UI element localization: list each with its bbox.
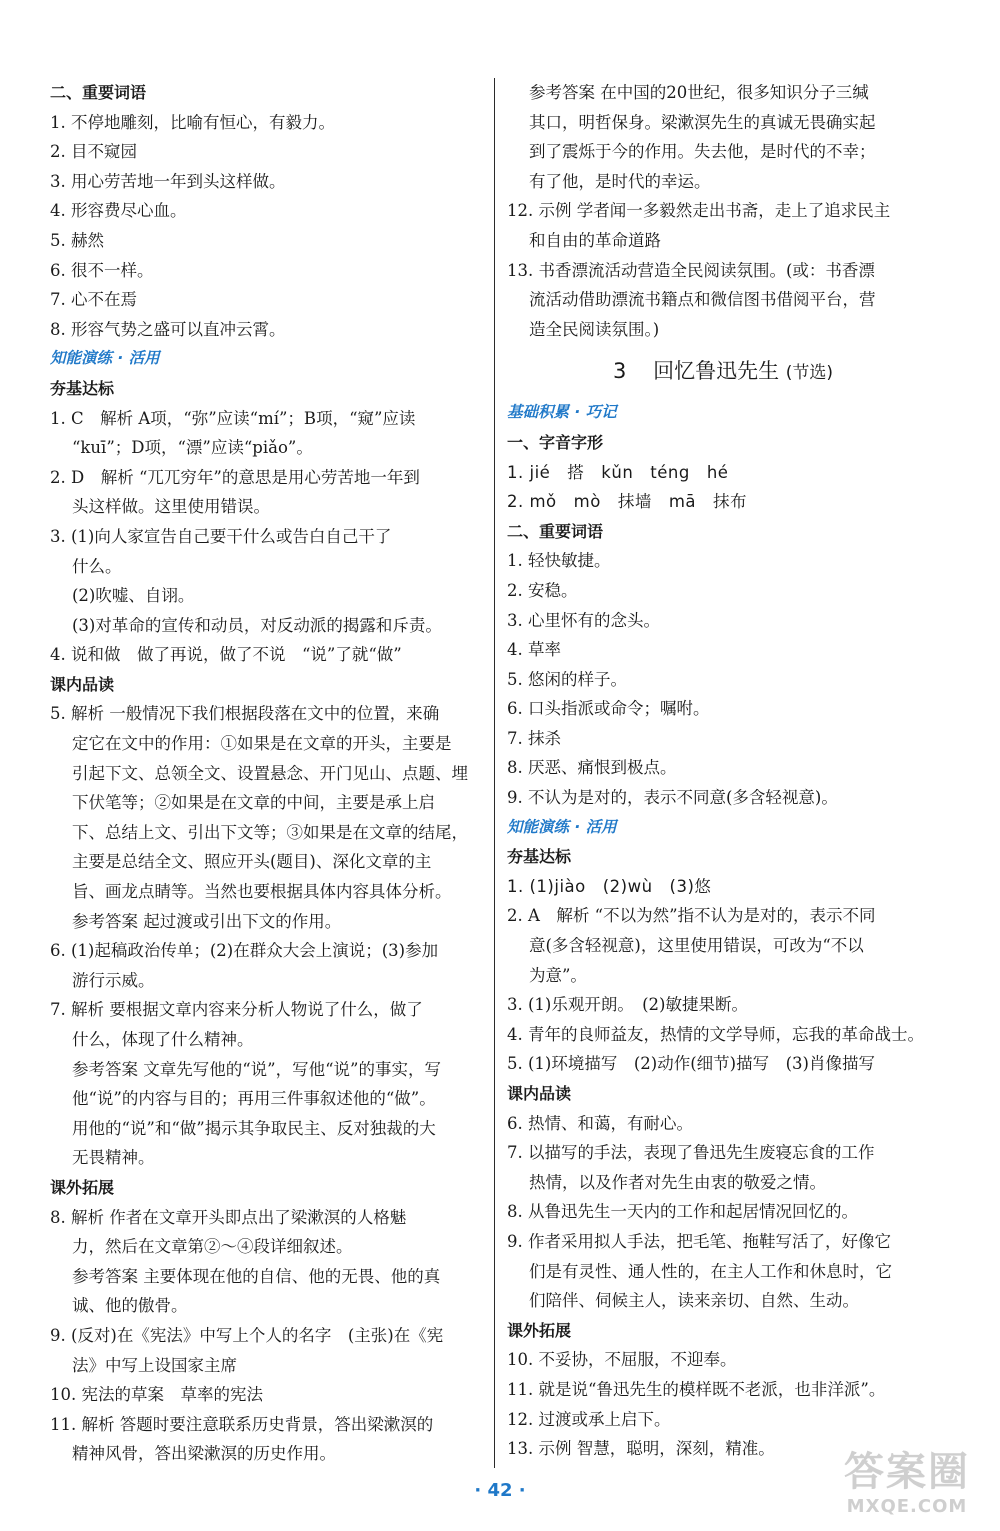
answer-line: 2. A 解析 “不以为然”指不认为是对的，表示不同 (507, 906, 876, 926)
lesson-title (507, 344, 939, 398)
subsection-heading: 课外拓展 (507, 1320, 572, 1340)
answer-line: 他“说”的内容与目的；再用三件事叙述他的“做”。 (72, 1089, 436, 1109)
lesson-title-main: 回忆鲁迅先生 (653, 359, 780, 384)
answer-line: 6. 热情、和蔼，有耐心。 (507, 1113, 693, 1133)
answer-line: 9. (反对)在《宪法》中写上个人的名字 (主张)在《宪 (50, 1325, 444, 1345)
answer-line: 2. 安稳。 (507, 580, 578, 600)
section-heading: 二、重要词语 (507, 521, 604, 541)
answer-line: 1. C 解析 A项，“弥”应读“mí”；B项，“窥”应读 (50, 408, 416, 428)
answer-line: 什么。 (72, 556, 122, 576)
answer-line: 5. (1)环境描写 (2)动作(细节)描写 (3)肖像描写 (507, 1054, 875, 1074)
lesson-title-sub: (节选) (785, 363, 834, 384)
answer-line: 12. 示例 学者闻一多毅然走出书斋，走上了追求民主 (507, 201, 891, 221)
answer-line: 意(多含轻视意)，这里使用错误，可改为“不以 (529, 936, 864, 956)
answer-line: 主要是总结全文、照应开头(题目)、深化文章的主 (72, 852, 432, 872)
answer-line: 13. 书香漂流活动营造全民阅读氛围。(或：书香漂 (507, 260, 875, 280)
answer-line: 5. 赫然 (50, 230, 104, 250)
answer-line: 1. 轻快敏捷。 (507, 551, 611, 571)
subsection-heading: 课内品读 (50, 674, 115, 694)
answer-line: 3. 用心劳苦地一年到头这样做。 (50, 171, 286, 191)
answer-line: 造全民阅读氛围。) (529, 319, 660, 339)
answer-line: 下、总结上文、引出下文等；③如果是在文章的结尾， (72, 822, 468, 842)
answer-line: 2. mǒ mò 抹墙 mā 抹布 (507, 492, 748, 512)
answer-line: 11. 就是说“鲁迅先生的模样既不老派，也非洋派”。 (507, 1379, 886, 1399)
answer-line: 2. D 解析 “兀兀穷年”的意思是用心劳苦地一年到 (50, 467, 420, 487)
answer-line: 热情，以及作者对先生由衷的敬爱之情。 (529, 1172, 826, 1192)
answer-line: 头这样做。这里使用错误。 (72, 497, 270, 517)
answer-line: 3. (1)乐观开朗。 (2)敏捷果断。 (507, 995, 748, 1015)
section-heading: 一、字音字形 (507, 432, 604, 452)
answer-line: 7. 以描写的手法，表现了鲁迅先生废寝忘食的工作 (507, 1143, 875, 1163)
section-banner: 基础积累 · 巧记 (507, 403, 617, 422)
answer-line: 参考答案 在中国的20世纪，很多知识分子三缄 (529, 83, 869, 102)
answer-line: 其口，明哲保身。梁漱溟先生的真诚无畏确实起 (529, 112, 876, 132)
answer-line: 7. 心不在焉 (50, 290, 137, 310)
section-heading: 二、重要词语 (50, 83, 147, 102)
answer-line: 10. 宪法的草案 草率的宪法 (50, 1385, 263, 1405)
subsection-heading: 课外拓展 (50, 1177, 115, 1197)
subsection-heading: 夯基达标 (50, 378, 115, 398)
answer-line: 力，然后在文章第②～④段详细叙述。 (72, 1237, 353, 1257)
answer-line: 和自由的革命道路 (529, 230, 661, 250)
answer-line: 6. (1)起稿政治传单；(2)在群众大会上演说；(3)参加 (50, 941, 439, 961)
answer-line: (2)吹嘘、自诩。 (72, 586, 195, 606)
watermark-text: 答案圈 (844, 1449, 970, 1495)
answer-line: 诚、他的傲骨。 (72, 1296, 188, 1316)
answer-line: 游行示威。 (72, 970, 155, 990)
answer-line: 9. 作者采用拟人手法，把毛笔、拖鞋写活了，好像它 (507, 1231, 891, 1251)
answer-line: 8. 形容气势之盛可以直冲云霄。 (50, 319, 286, 339)
answer-line: 无畏精神。 (72, 1148, 155, 1168)
answer-line: 8. 厌恶、痛恨到极点。 (507, 758, 677, 778)
answer-line: 11. 解析 答题时要注意联系历史背景，答出梁漱溟的 (50, 1414, 434, 1434)
answer-line: 6. 很不一样。 (50, 260, 154, 280)
answer-line: 引起下文、总领全文、设置悬念、开门见山、点题、埋 (72, 763, 468, 783)
answer-line: 为意”。 (529, 965, 587, 985)
answer-line: 法》中写上设国家主席 (72, 1355, 237, 1375)
answer-line: 1. 不停地雕刻，比喻有恒心，有毅力。 (50, 112, 335, 132)
answer-line: 们陪伴、伺候主人，读来亲切、自然、生动。 (529, 1291, 859, 1311)
answer-line: 定它在文中的作用：①如果是在文章的开头，主要是 (72, 734, 452, 754)
answer-line: 1. (1)jiào (2)wù (3)悠 (507, 876, 712, 896)
answer-line: 3. 心里怀有的念头。 (507, 610, 660, 630)
subsection-heading: 夯基达标 (507, 847, 572, 867)
answer-line: 参考答案 文章先写他的“说”，写他“说”的事实，写 (72, 1059, 441, 1079)
answer-line: 参考答案 主要体现在他的自信、他的无畏、他的真 (72, 1266, 441, 1286)
answer-line: (3)对革命的宣传和动员，对反动派的揭露和斥责。 (72, 615, 442, 635)
page-number: · 42 · (474, 1480, 526, 1501)
answer-line: 4. 青年的良师益友，热情的文学导师，忘我的革命战士。 (507, 1024, 924, 1044)
answer-line: 7. 抹杀 (507, 728, 561, 748)
answer-line: 4. 形容费尽心血。 (50, 201, 187, 221)
answer-line: 用他的“说”和“做”揭示其争取民主、反对独裁的大 (72, 1118, 436, 1138)
column-divider (494, 78, 495, 1468)
answer-line: 8. 解析 作者在文章开头即点出了梁漱溟的人格魅 (50, 1207, 407, 1227)
answer-line: 3. (1)向人家宣告自己要干什么或告白自己干了 (50, 526, 392, 546)
answer-line: 有了他，是时代的幸运。 (529, 171, 711, 191)
right-column (507, 78, 939, 1464)
watermark-logo (832, 1448, 982, 1526)
answer-line: 参考答案 起过渡或引出下文的作用。 (72, 911, 342, 931)
section-banner: 知能演练 · 活用 (50, 349, 160, 368)
answer-line: 10. 不妥协，不屈服，不迎奉。 (507, 1350, 737, 1370)
answer-line: 13. 示例 智慧，聪明，深刻，精准。 (507, 1439, 775, 1459)
answer-line: 6. 口头指派或命令；嘱咐。 (507, 699, 710, 719)
answer-line: 4. 说和做 做了再说，做了不说 “说”了就“做” (50, 645, 402, 665)
answer-line: 下伏笔等；②如果是在文章的中间，主要是承上启 (72, 793, 435, 813)
answer-line: 5. 解析 一般情况下我们根据段落在文中的位置，来确 (50, 704, 440, 724)
answer-line: 到了震烁于今的作用。失去他，是时代的不幸； (529, 142, 876, 162)
answer-line: 旨、画龙点睛等。当然也要根据具体内容具体分析。 (72, 882, 452, 902)
answer-line: 什么，体现了什么精神。 (72, 1030, 254, 1049)
answer-line: 1. jié 搭 kǔn téng hé (507, 462, 729, 482)
answer-line: 8. 从鲁迅先生一天内的工作和起居情况回忆的。 (507, 1202, 858, 1222)
section-banner: 知能演练 · 活用 (507, 817, 617, 836)
answer-line: “kuī”；D项，“漂”应读“piǎo”。 (72, 438, 313, 458)
answer-line: 流活动借助漂流书籍点和微信图书借阅平台，营 (529, 290, 876, 310)
lesson-number: 3 (612, 359, 627, 384)
answer-line: 12. 过渡或承上启下。 (507, 1409, 671, 1429)
answer-line: 5. 悠闲的样子。 (507, 669, 627, 689)
subsection-heading: 课内品读 (507, 1084, 572, 1103)
answer-line: 们是有灵性、通人性的，在主人工作和休息时，它 (529, 1261, 892, 1281)
answer-line: 2. 目不窥园 (50, 142, 137, 162)
answer-line: 7. 解析 要根据文章内容来分析人物说了什么，做了 (50, 1000, 423, 1020)
left-column (50, 78, 482, 1469)
answer-line: 9. 不认为是对的，表示不同意(多含轻视意)。 (507, 788, 838, 808)
answer-line: 精神风骨，答出梁漱溟的历史作用。 (72, 1444, 336, 1464)
answer-line: 4. 草率 (507, 640, 561, 660)
watermark-url: MXQE.COM (846, 1496, 968, 1517)
